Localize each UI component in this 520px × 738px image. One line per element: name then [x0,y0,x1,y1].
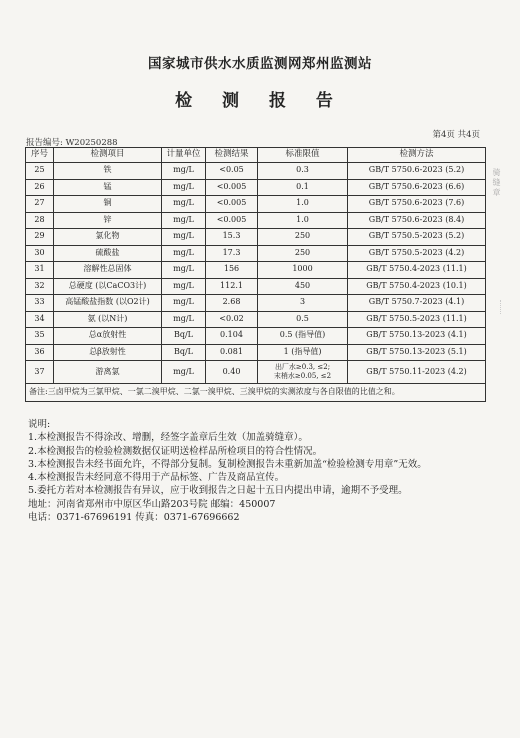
cell-method: GB/T 5750.4-2023 (10.1) [348,278,486,295]
table-row [26,311,486,328]
table-row [26,278,486,295]
remark-label: 备注: [29,387,48,397]
cell-no: 34 [26,311,54,328]
limit-line-1: 出厂水≥0.3, ≤2; [274,363,331,372]
note-item: 3.本检测报告未经书面允许，不得部分复制。复制检测报告未重新加盖“检验检测专用章”无效。 [28,458,427,470]
cell-no: 28 [26,212,54,229]
table-header-row [26,148,486,163]
table-row [26,328,486,345]
table-row [26,262,486,279]
cell-method: GB/T 5750.5-2023 (11.1) [348,311,486,328]
remark-text: 三卤甲烷为三氯甲烷、一氯二溴甲烷、二氯一溴甲烷、三溴甲烷的实测浓度与各自限值的比值之和。 [47,387,400,397]
notes-heading: 说明: [28,419,51,430]
cell-no: 33 [26,295,54,312]
cell-unit: mg/L [162,278,206,295]
phone-line: 电话：0371-67696191 传真：0371-67696662 [28,512,240,524]
cell-no: 31 [26,262,54,279]
cell-method: GB/T 5750.11-2023 (4.2) [348,361,486,384]
cell-limit [258,361,348,384]
cell-limit: 1 (指导值) [258,344,348,361]
cell-unit: mg/L [162,212,206,229]
cell-unit: mg/L [162,179,206,196]
cell-result: 0.081 [206,344,258,361]
cell-method: GB/T 5750.6-2023 (6.6) [348,179,486,196]
cell-no: 37 [26,361,54,384]
report-number: 报告编号: W20250288 [26,138,118,148]
cell-unit: mg/L [162,311,206,328]
cell-no: 29 [26,229,54,246]
col-header-item: 检测项目 [54,148,162,163]
cell-result: <0.02 [206,311,258,328]
table-row [26,229,486,246]
cell-limit: 450 [258,278,348,295]
cell-item: 总硬度 (以CaCO3计) [54,278,162,295]
cell-method: GB/T 5750.7-2023 (4.1) [348,295,486,312]
page-number: 第4页 共4页 [432,130,480,140]
organization-name: 国家城市供水水质监测网郑州监测站 [148,56,372,72]
cell-unit: mg/L [162,361,206,384]
cell-no: 36 [26,344,54,361]
cell-limit: 0.5 (指导值) [258,328,348,345]
limit-line-2: 末梢水≥0.05, ≤2 [273,372,332,380]
col-header-method: 检测方法 [348,148,486,163]
cell-item: 锌 [54,212,162,229]
table-row [26,179,486,196]
cell-item: 高锰酸盐指数 (以O2计) [54,295,162,312]
cell-unit: mg/L [162,196,206,213]
table-row [26,245,486,262]
cell-item: 锰 [54,179,162,196]
cell-method: GB/T 5750.13-2023 (4.1) [348,328,486,345]
col-header-limit: 标准限值 [258,148,348,163]
results-table [25,147,486,402]
binding-edge [500,300,511,314]
cell-unit: mg/L [162,245,206,262]
notes-section [28,418,488,524]
cell-limit: 250 [258,245,348,262]
cell-no: 25 [26,163,54,180]
col-header-unit: 计量单位 [162,148,206,163]
cell-item: 总α放射性 [54,328,162,345]
cell-limit: 0.3 [258,163,348,180]
cell-method: GB/T 5750.6-2023 (7.6) [348,196,486,213]
cell-limit: 1.0 [258,196,348,213]
cell-method: GB/T 5750.6-2023 (8.4) [348,212,486,229]
cell-no: 26 [26,179,54,196]
cell-item: 氨 (以N计) [54,311,162,328]
note-item: 4.本检测报告未经同意不得用于产品标签、广告及商品宣传。 [28,472,285,484]
cell-result: <0.05 [206,163,258,180]
cell-unit: mg/L [162,229,206,246]
cell-result: 156 [206,262,258,279]
cell-method: GB/T 5750.5-2023 (4.2) [348,245,486,262]
cell-limit: 250 [258,229,348,246]
cell-unit: mg/L [162,163,206,180]
cell-limit: 3 [258,295,348,312]
table-row [26,163,486,180]
cell-result: <0.005 [206,212,258,229]
cell-result: <0.005 [206,179,258,196]
col-header-no: 序号 [26,148,54,163]
cell-method: GB/T 5750.6-2023 (5.2) [348,163,486,180]
cell-result: 112.1 [206,278,258,295]
cell-result: 0.104 [206,328,258,345]
cell-unit: Bq/L [162,344,206,361]
table-row [26,196,486,213]
table-row [26,212,486,229]
cell-result: 2.68 [206,295,258,312]
note-item: 5.委托方若对本检测报告有异议，应于收到报告之日起十五日内提出申请，逾期不予受理。 [28,485,408,497]
seam-stamp-mark: 骑缝章 [492,168,501,198]
cell-item: 总β放射性 [54,344,162,361]
cell-result: 15.3 [206,229,258,246]
cell-method: GB/T 5750.4-2023 (11.1) [348,262,486,279]
cell-result: 0.40 [206,361,258,384]
cell-no: 27 [26,196,54,213]
cell-unit: mg/L [162,262,206,279]
cell-method: GB/T 5750.13-2023 (5.1) [348,344,486,361]
col-header-result: 检测结果 [206,148,258,163]
cell-limit: 1000 [258,262,348,279]
cell-unit: mg/L [162,295,206,312]
remark-cell [26,384,486,402]
cell-item: 铁 [54,163,162,180]
cell-item: 氯化物 [54,229,162,246]
cell-result: <0.005 [206,196,258,213]
note-item: 2.本检测报告的检验检测数据仅证明送检样品所检项目的符合性情况。 [28,445,323,457]
cell-method: GB/T 5750.5-2023 (5.2) [348,229,486,246]
cell-item: 硫酸盐 [54,245,162,262]
cell-limit: 0.5 [258,311,348,328]
cell-no: 35 [26,328,54,345]
table-row [26,295,486,312]
cell-unit: Bq/L [162,328,206,345]
cell-limit: 1.0 [258,212,348,229]
cell-result: 17.3 [206,245,258,262]
cell-limit: 0.1 [258,179,348,196]
table-row [26,361,486,384]
table-row [26,344,486,361]
cell-no: 32 [26,278,54,295]
report-title: 检 测 报 告 [175,91,345,111]
cell-item: 溶解性总固体 [54,262,162,279]
note-item: 1.本检测报告不得涂改、增删，经签字盖章后生效（加盖骑缝章）。 [28,432,308,444]
address-line: 地址：河南省郑州市中原区华山路203号院 邮编：450007 [28,498,276,510]
cell-item: 游离氯 [54,361,162,384]
remark-row [26,384,486,402]
cell-no: 30 [26,245,54,262]
cell-item: 铜 [54,196,162,213]
